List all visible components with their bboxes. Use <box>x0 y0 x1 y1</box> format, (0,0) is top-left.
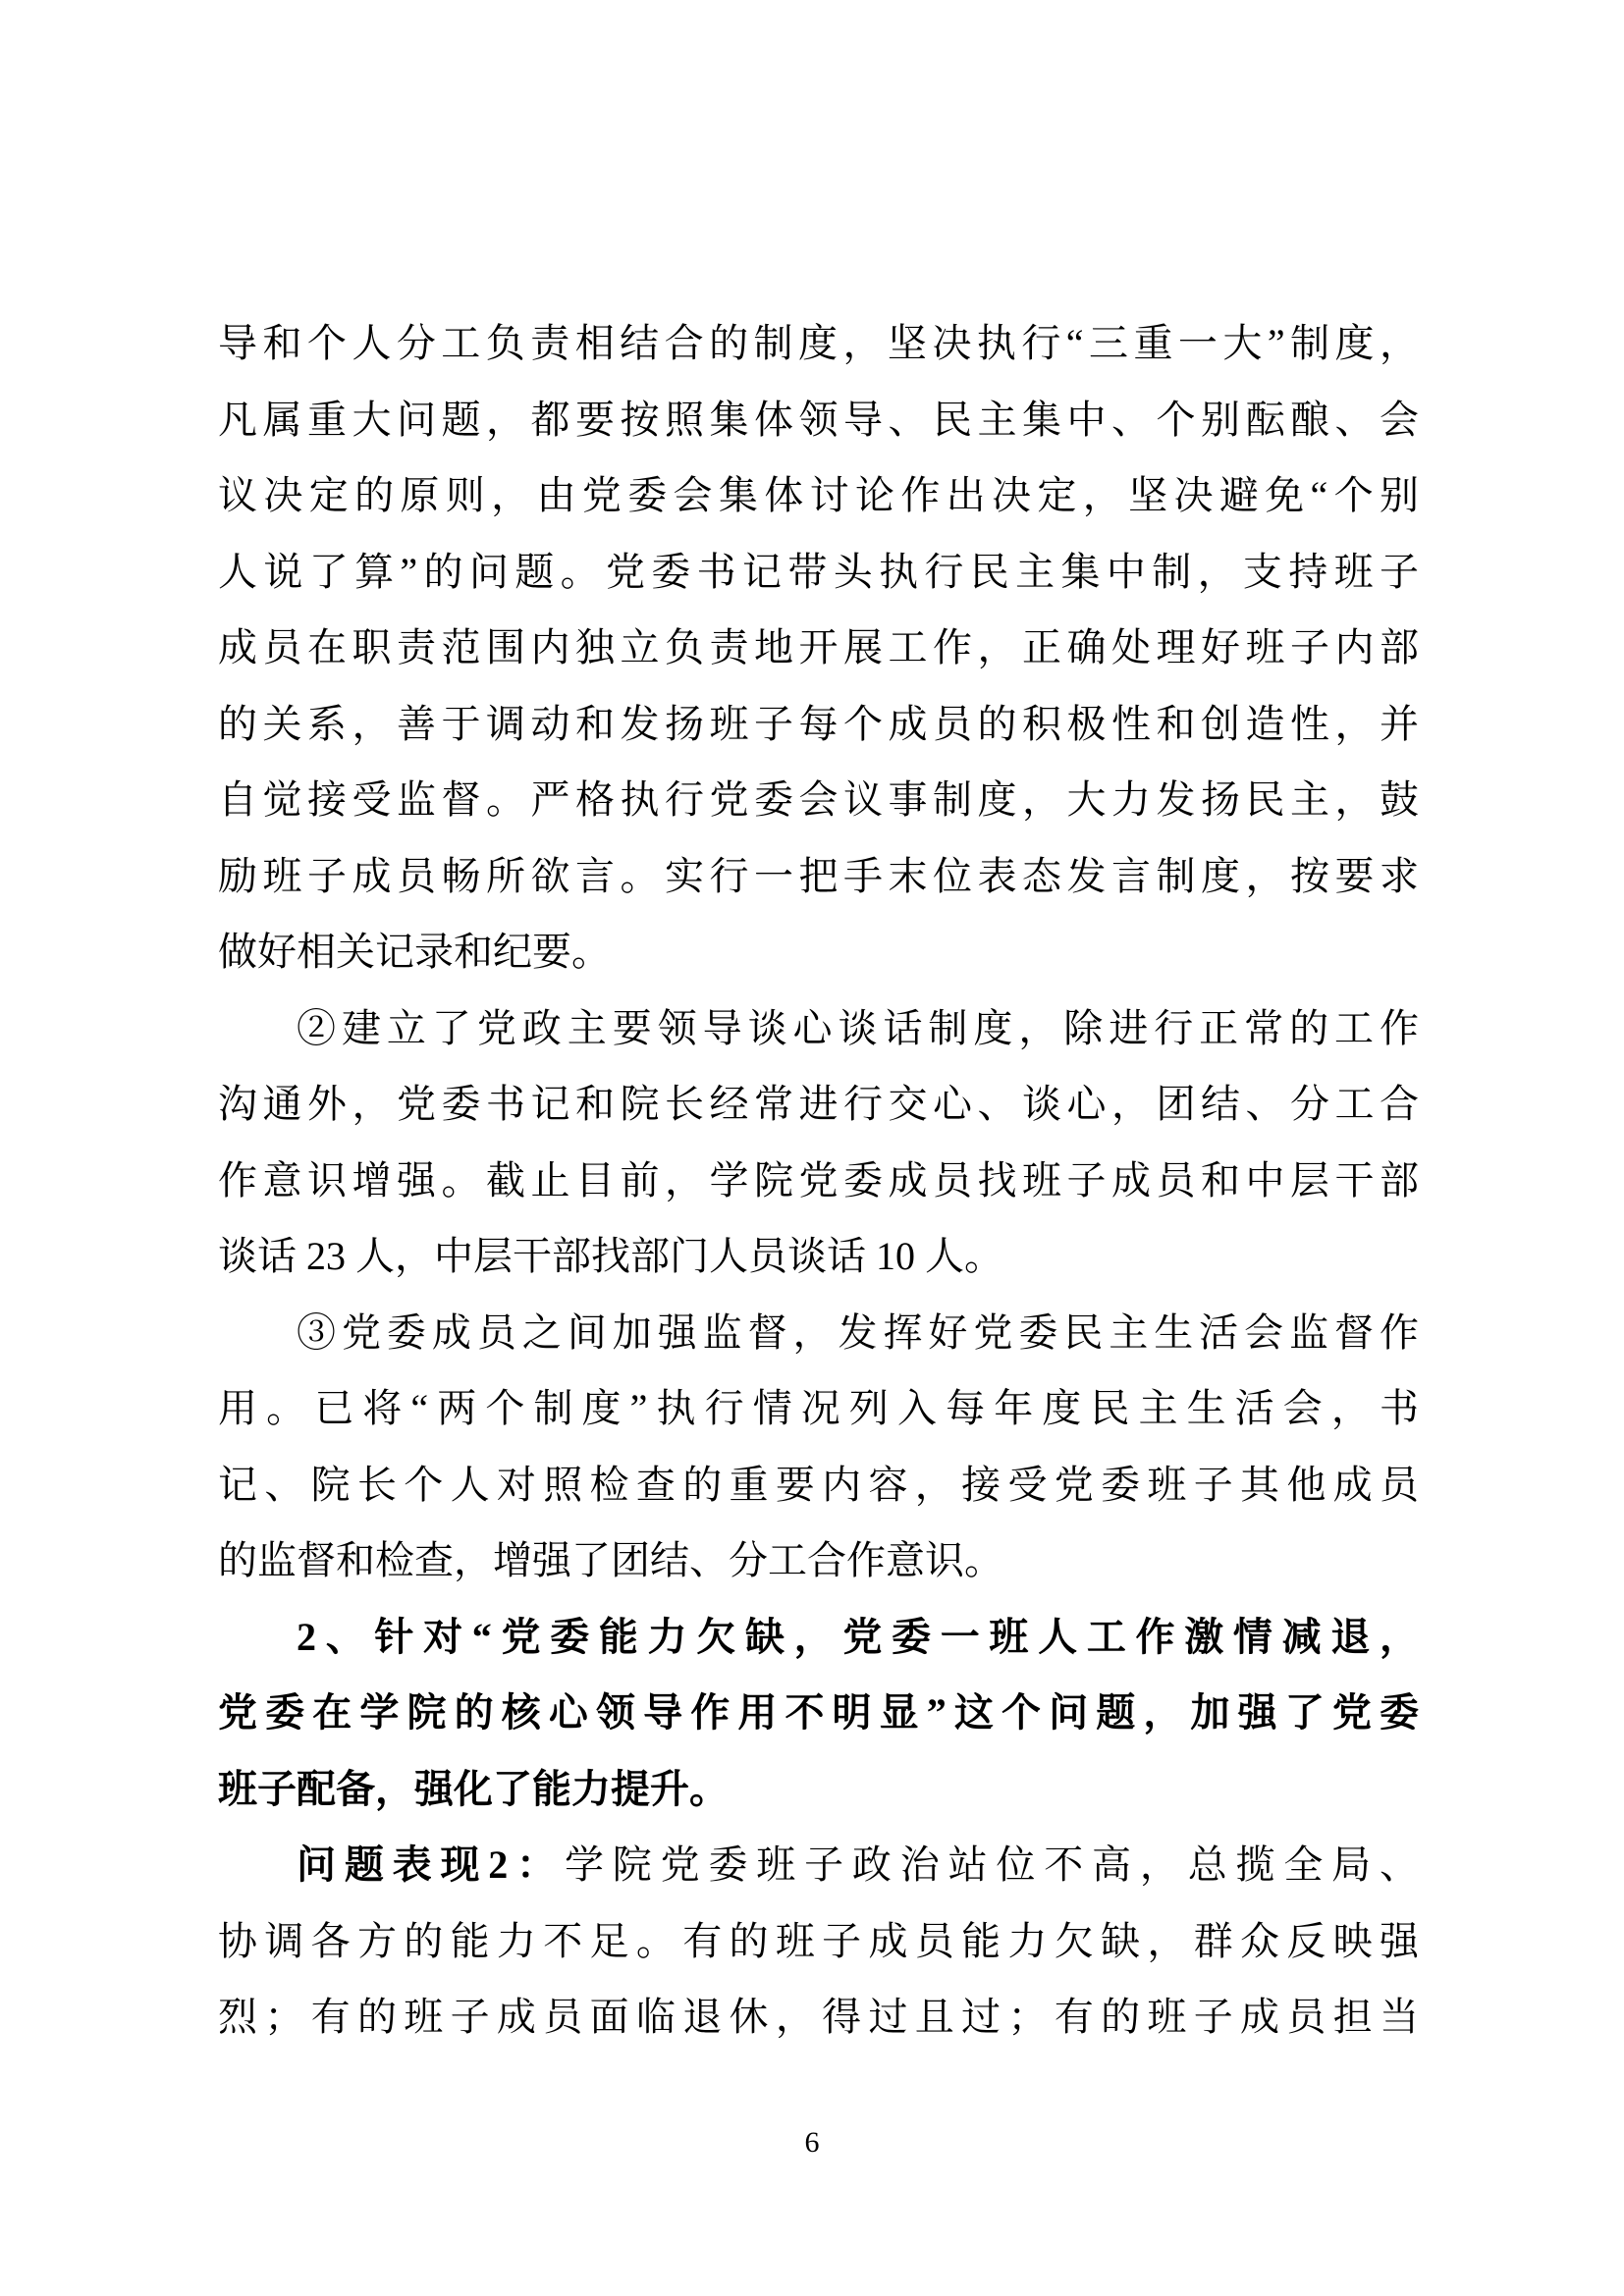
text-line-heading-2: 2、针对“党委能力欠缺，党委一班人工作激情减退， <box>297 1614 1419 1659</box>
text-line-paragraph-start-item3: ③党委成员之间加强监督，发挥好党委民主生活会监督作 <box>297 1309 1419 1355</box>
text-line-heading-2: 党委在学院的核心领导作用不明显”这个问题，加强了党委 <box>218 1690 1419 1735</box>
text-line-paragraph-end: 谈话 23 人，中层干部找部门人员谈话 10 人。 <box>218 1234 1003 1278</box>
text-line: 用。已将“两个制度”执行情况列入每年度民主生活会，书 <box>218 1386 1419 1430</box>
text-line: 励班子成员畅所欲言。实行一把手末位表态发言制度，按要求 <box>218 853 1419 898</box>
problem-label: 问题表现2： <box>297 1842 565 1887</box>
text-line: 自觉接受监督。严格执行党委会议事制度，大力发扬民主，鼓 <box>218 777 1419 822</box>
text-line-paragraph-end: 的监督和检查，增强了团结、分工合作意识。 <box>218 1538 1003 1582</box>
text-line: 成员在职责范围内独立负责地开展工作，正确处理好班子内部 <box>218 625 1419 669</box>
text-line: 烈；有的班子成员面临退休，得过且过；有的班子成员担当 <box>218 1995 1419 2039</box>
document-body <box>218 305 1419 2056</box>
text-line: 人说了算”的问题。党委书记带头执行民主集中制，支持班子 <box>218 549 1419 594</box>
page-footer <box>0 2123 1624 2163</box>
text-line-problem-statement <box>218 1827 1419 1903</box>
text-line: 作意识增强。截止目前，学院党委成员找班子成员和中层干部 <box>218 1157 1419 1202</box>
text-line-paragraph-start-item2: ②建立了党政主要领导谈心谈话制度，除进行正常的工作 <box>297 1005 1419 1050</box>
text-line: 协调各方的能力不足。有的班子成员能力欠缺，群众反映强 <box>218 1918 1419 1963</box>
text-line-heading-2-end: 班子配备，强化了能力提升。 <box>218 1766 729 1811</box>
text-line: 凡属重大问题，都要按照集体领导、民主集中、个别酝酿、会 <box>218 397 1419 442</box>
page-number: 6 <box>804 2126 820 2159</box>
text-line: 沟通外，党委书记和院长经常进行交心、谈心，团结、分工合 <box>218 1082 1419 1126</box>
text-line: 导和个人分工负责相结合的制度，坚决执行“三重一大”制度， <box>218 321 1419 365</box>
text-line-paragraph-end: 做好相关记录和纪要。 <box>218 930 611 974</box>
text-line: 的关系，善于调动和发扬班子每个成员的积极性和创造性，并 <box>218 701 1419 746</box>
text-line: 议决定的原则，由党委会集体讨论作出决定，坚决避免“个别 <box>218 473 1419 517</box>
text-line: 记、院长个人对照检查的重要内容，接受党委班子其他成员 <box>218 1462 1419 1507</box>
problem-text: 学院党委班子政治站位不高，总揽全局、 <box>564 1842 1420 1887</box>
